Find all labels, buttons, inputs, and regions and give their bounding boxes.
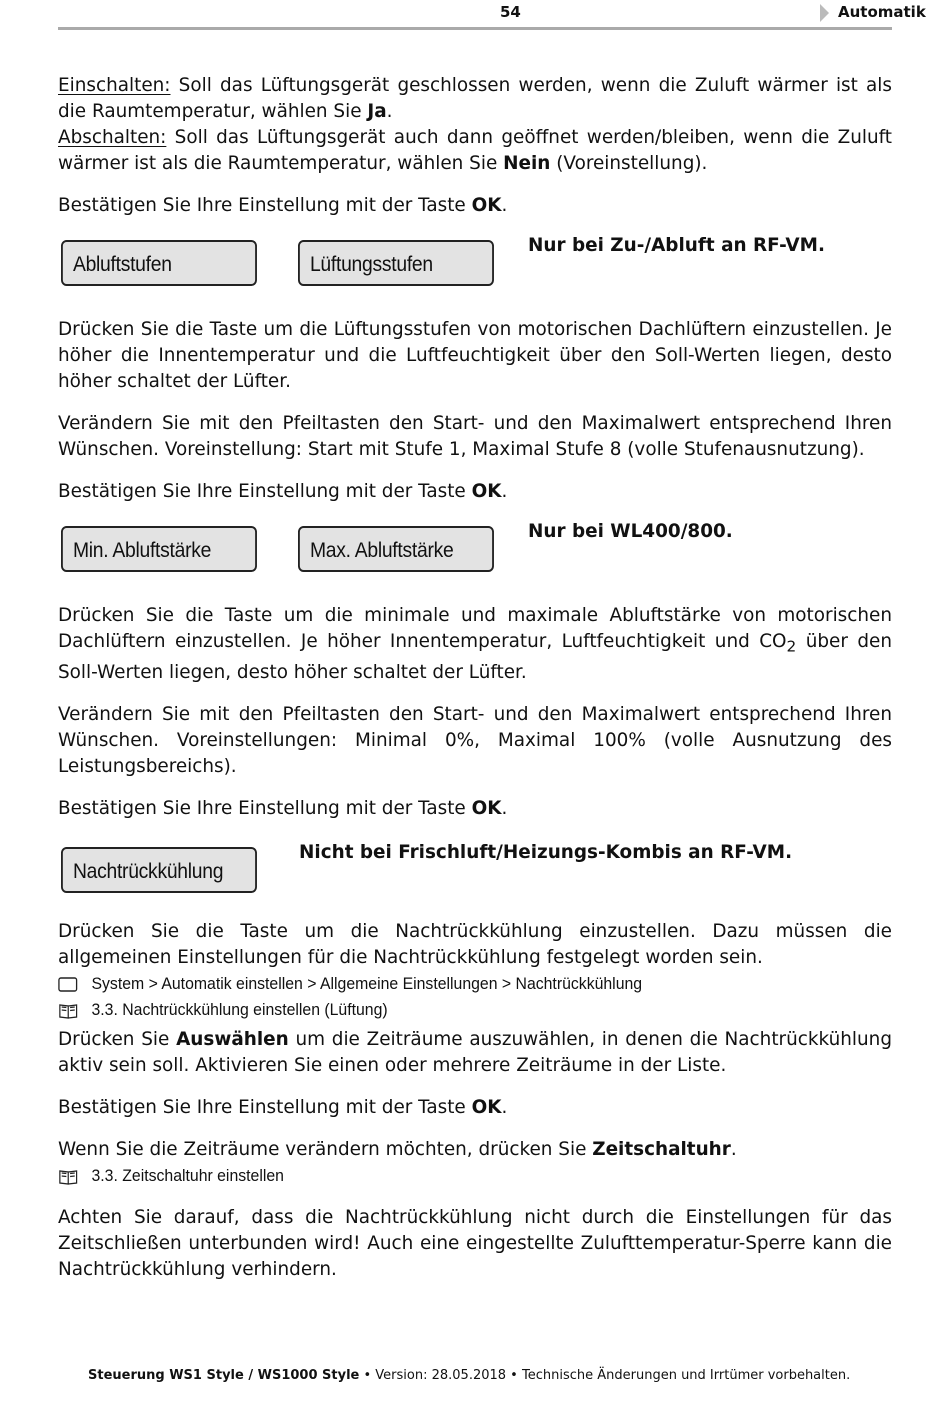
version: Version: 28.05.2018 xyxy=(375,1368,507,1383)
confirm-paragraph: Bestätigen Sie Ihre Einstellung mit der Taste OK. xyxy=(58,195,508,216)
confirm-paragraph: Bestätigen Sie Ihre Einstellung mit der Taste OK. xyxy=(58,797,508,819)
switch-off-paragraph: Abschalten: Soll das Lüftungsgerät auch dann geöffnet werden/bleiben, wenn die Zuluft wärmer ist als die Raumtemperatur, wählen Sie Nein (Voreinstellung). xyxy=(58,127,892,174)
ok-key: OK xyxy=(471,797,502,819)
display-icon xyxy=(58,971,78,997)
min-exhaust-strength-button[interactable]: Min. Abluftstärke xyxy=(61,526,257,572)
availability-note: Nicht bei Frischluft/Heizungs-Kombis an RF-VM. xyxy=(299,841,793,863)
night-cooling-button[interactable]: Nachtrückkühlung xyxy=(61,847,257,893)
ventilation-levels-description: Drücken Sie die Taste um die Lüftungsstufen von motorischen Dachlüftern einzustellen. Je höher die Innentemperatur und die Luftfeuchtigkeit über den Soll-Werten liegen, desto höher schaltet der Lüfter. xyxy=(58,319,892,392)
ok-key: OK xyxy=(471,1096,502,1118)
disclaimer: Technische Änderungen und Irrtümer vorbehalten. xyxy=(521,1368,851,1383)
switch-off-label: Abschalten: xyxy=(58,127,167,148)
book-icon xyxy=(58,1163,80,1189)
manual-reference: 3.3. Nachtrückkühlung einstellen (Lüftung) xyxy=(58,997,834,1023)
availability-note: Nur bei WL400/800. xyxy=(528,521,733,542)
button-row-ventilation-levels xyxy=(58,235,892,295)
switch-on-paragraph: Einschalten: Soll das Lüftungsgerät geschlossen werden, wenn die Zuluft wärmer ist als die Raumtemperatur, wählen Sie Ja. xyxy=(58,75,892,122)
switch-on-label: Einschalten: xyxy=(58,75,171,96)
timer-paragraph: Wenn Sie die Zeiträume verändern möchten, drücken Sie Zeitschaltuhr. xyxy=(58,1138,737,1160)
page-content xyxy=(58,73,892,1299)
ventilation-levels-button[interactable]: Lüftungsstufen xyxy=(298,240,494,286)
book-icon xyxy=(58,997,80,1023)
timer-key: Zeitschaltuhr xyxy=(592,1138,731,1160)
page-header xyxy=(58,0,926,30)
chapter-title: Automatik xyxy=(838,3,926,21)
select-key: Auswählen xyxy=(176,1028,289,1050)
exhaust-levels-button[interactable]: Abluftstufen xyxy=(61,240,257,286)
availability-note: Nur bei Zu-/Abluft an RF-VM. xyxy=(528,235,825,256)
ventilation-levels-defaults: Verändern Sie mit den Pfeiltasten den Start- und den Maximalwert entsprechend Ihren Wünschen. Voreinstellung: Start mit Stufe 1, Maximal Stufe 8 (volle Stufenausnutzung). xyxy=(58,413,892,460)
exhaust-strength-defaults: Verändern Sie mit den Pfeiltasten den Start- und den Maximalwert entsprechend Ihren Wünschen. Voreinstellungen: Minimal 0%, Maximal 100% (volle Ausnutzung des Leistungsbereichs). xyxy=(58,703,892,777)
product-name: Steuerung WS1 Style / WS1000 Style xyxy=(88,1368,360,1383)
button-row-exhaust-strength xyxy=(58,521,892,581)
ok-key: OK xyxy=(471,195,502,216)
confirm-paragraph: Bestätigen Sie Ihre Einstellung mit der Taste OK. xyxy=(58,1096,508,1118)
manual-reference: 3.3. Zeitschaltuhr einstellen xyxy=(58,1163,834,1189)
chapter-arrow-icon xyxy=(820,4,829,22)
select-periods-paragraph: Drücken Sie Auswählen um die Zeiträume auszuwählen, in denen die Nachtrückkühlung aktiv sein soll. Aktivieren Sie einen oder mehrere Zeiträume in der Liste. xyxy=(58,1028,892,1076)
yes-option: Ja xyxy=(367,101,387,122)
warning-paragraph: Achten Sie darauf, dass die Nachtrückkühlung nicht durch die Einstellungen für das Zeitschließen unterbunden wird! Auch eine eingestellte Zulufttemperatur-Sperre kann die Nachtrückkühlung verhindern. xyxy=(58,1206,892,1280)
menu-path-reference: System > Automatik einstellen > Allgemeine Einstellungen > Nachtrückkühlung xyxy=(58,971,834,997)
no-option: Nein xyxy=(503,153,551,174)
night-cooling-description: Drücken Sie die Taste um die Nachtrückkühlung einzustellen. Dazu müssen die allgemeinen Einstellungen für die Nachtrückkühlung festgelegt worden sein. xyxy=(58,920,892,968)
page-number: 54 xyxy=(500,3,521,21)
confirm-paragraph: Bestätigen Sie Ihre Einstellung mit der Taste OK. xyxy=(58,481,508,502)
button-row-night-cooling xyxy=(58,841,892,897)
exhaust-strength-description: Drücken Sie die Taste um die minimale und maximale Abluftstärke von motorischen Dachlüftern einzustellen. Je höher Innentemperatur, Luftfeuchtigkeit und $CO_2$ über den Soll-Werten liegen, desto höher schaltet der Lüfter. xyxy=(58,605,892,683)
max-exhaust-strength-button[interactable]: Max. Abluftstärke xyxy=(298,526,494,572)
ok-key: OK xyxy=(471,481,502,502)
page-footer: Steuerung WS1 Style / WS1000 Style • Version: 28.05.2018 • Technische Änderungen und Irrtümer vorbehalten. xyxy=(88,1368,851,1383)
